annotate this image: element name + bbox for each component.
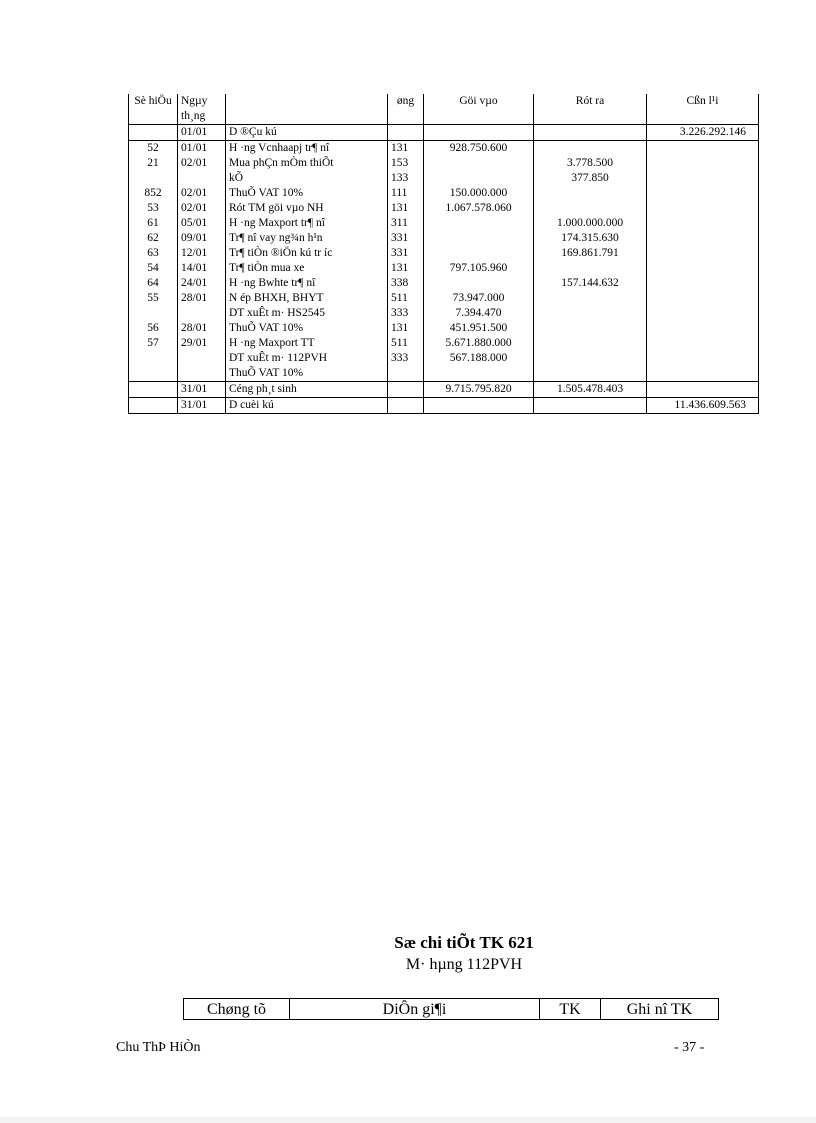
section-title: Sæ chi tiÕt TK 621: [394, 933, 534, 952]
entry-description: kÕ: [226, 171, 388, 186]
entry-date: 29/01: [178, 336, 226, 351]
entry-debit: 567.188.000: [424, 351, 534, 366]
entry-account: 131: [388, 321, 424, 336]
entry-date: 12/01: [178, 246, 226, 261]
table-row: [129, 306, 759, 321]
entry-credit: [534, 186, 647, 201]
entry-debit: 5.671.880.000: [424, 336, 534, 351]
entry-description: N ép BHXH, BHYT: [226, 291, 388, 306]
entry-description: H ·ng Vcnhaapj tr¶ nî: [226, 141, 388, 157]
table-row: [129, 246, 759, 261]
entry-date: [178, 306, 226, 321]
entry-credit: 157.144.632: [534, 276, 647, 291]
entry-credit: 1.000.000.000: [534, 216, 647, 231]
entry-description: Rót TM göi vµo NH: [226, 201, 388, 216]
table-row: [129, 231, 759, 246]
entry-account: 511: [388, 336, 424, 351]
entry-balance: [647, 186, 759, 201]
entry-date: [178, 366, 226, 382]
entry-date: [178, 171, 226, 186]
ledger-header-row: [129, 94, 759, 125]
entry-doc-no: 21: [129, 156, 178, 171]
entry-doc-no: 54: [129, 261, 178, 276]
entry-account: 333: [388, 306, 424, 321]
header-debit: Göi vµo: [424, 94, 534, 125]
entry-doc-no: 53: [129, 201, 178, 216]
total-no: [129, 382, 178, 398]
closing-no: [129, 398, 178, 414]
entry-credit: [534, 141, 647, 157]
entry-balance: [647, 156, 759, 171]
entry-debit: [424, 231, 534, 246]
entry-balance: [647, 321, 759, 336]
entry-debit: [424, 276, 534, 291]
entry-balance: [647, 276, 759, 291]
entry-description: H ·ng Maxport tr¶ nî: [226, 216, 388, 231]
entry-account: 311: [388, 216, 424, 231]
entry-debit: [424, 171, 534, 186]
table-row: [129, 201, 759, 216]
entry-credit: 169.861.791: [534, 246, 647, 261]
cash-ledger-table: [128, 94, 759, 414]
entry-doc-no: [129, 351, 178, 366]
table-row: [129, 276, 759, 291]
entry-date: 02/01: [178, 186, 226, 201]
entry-credit: 174.315.630: [534, 231, 647, 246]
total-acct: [388, 382, 424, 398]
entry-debit: [424, 366, 534, 382]
detail-header-description: DiÔn gi¶i: [290, 999, 540, 1020]
table-row: [129, 141, 759, 157]
closing-acct: [388, 398, 424, 414]
entry-date: 09/01: [178, 231, 226, 246]
total-debit: 9.715.795.820: [424, 382, 534, 398]
entry-credit: [534, 201, 647, 216]
entry-description: ThuÕ VAT 10%: [226, 186, 388, 201]
ledger-entries: [129, 141, 759, 382]
entry-debit: 1.067.578.060: [424, 201, 534, 216]
entry-account: 111: [388, 186, 424, 201]
detail-header-account: TK: [540, 999, 601, 1020]
entry-doc-no: 57: [129, 336, 178, 351]
entry-debit: 73.947.000: [424, 291, 534, 306]
entry-doc-no: 56: [129, 321, 178, 336]
table-row: [129, 156, 759, 171]
total-credit: 1.505.478.403: [534, 382, 647, 398]
entry-credit: [534, 291, 647, 306]
entry-doc-no: 55: [129, 291, 178, 306]
footer-author: Chu ThÞ HiÒn: [116, 1040, 201, 1055]
entry-date: [178, 351, 226, 366]
entry-debit: 797.105.960: [424, 261, 534, 276]
entry-debit: 928.750.600: [424, 141, 534, 157]
detail-header-voucher: Chøng tõ: [184, 999, 290, 1020]
entry-balance: [647, 231, 759, 246]
entry-description: Mua phÇn mÒm thiÕt: [226, 156, 388, 171]
opening-debit: [424, 125, 534, 141]
closing-desc: D cuèi kú: [226, 398, 388, 414]
closing-balance: 11.436.609.563: [647, 398, 759, 414]
entry-debit: 451.951.500: [424, 321, 534, 336]
total-balance: [647, 382, 759, 398]
table-row: [129, 261, 759, 276]
entry-description: ThuÕ VAT 10%: [226, 366, 388, 382]
table-row: [129, 291, 759, 306]
entry-account: 333: [388, 351, 424, 366]
entry-date: 02/01: [178, 201, 226, 216]
entry-credit: [534, 306, 647, 321]
entry-doc-no: 61: [129, 216, 178, 231]
opening-balance: 3.226.292.146: [647, 125, 759, 141]
entry-account: 338: [388, 276, 424, 291]
entry-account: 131: [388, 141, 424, 157]
entry-balance: [647, 216, 759, 231]
entry-balance: [647, 366, 759, 382]
entry-doc-no: [129, 171, 178, 186]
entry-account: 153: [388, 156, 424, 171]
entry-credit: [534, 261, 647, 276]
entry-doc-no: [129, 306, 178, 321]
closing-credit: [534, 398, 647, 414]
entry-debit: [424, 246, 534, 261]
entry-credit: [534, 351, 647, 366]
entry-date: 02/01: [178, 156, 226, 171]
entry-date: 14/01: [178, 261, 226, 276]
entry-account: 331: [388, 246, 424, 261]
entry-credit: 3.778.500: [534, 156, 647, 171]
entry-description: Tr¶ tiÒn mua xe: [226, 261, 388, 276]
entry-date: 05/01: [178, 216, 226, 231]
entry-debit: 7.394.470: [424, 306, 534, 321]
header-description: [226, 94, 388, 125]
entry-balance: [647, 306, 759, 321]
entry-balance: [647, 246, 759, 261]
entry-credit: [534, 366, 647, 382]
detail-header-debit: Ghi nî TK: [601, 999, 719, 1020]
entry-account: 511: [388, 291, 424, 306]
entry-description: H ·ng Bwhte tr¶ nî: [226, 276, 388, 291]
closing-balance-row: [129, 398, 759, 414]
entry-balance: [647, 261, 759, 276]
entry-balance: [647, 336, 759, 351]
entry-description: Tr¶ tiÒn ®iÖn kú tr íc: [226, 246, 388, 261]
entry-balance: [647, 351, 759, 366]
entry-doc-no: 52: [129, 141, 178, 157]
opening-credit: [534, 125, 647, 141]
entry-account: 131: [388, 261, 424, 276]
entry-credit: [534, 321, 647, 336]
entry-balance: [647, 291, 759, 306]
table-row: [129, 351, 759, 366]
table-row: [129, 336, 759, 351]
detail-header-row: [184, 999, 719, 1020]
entry-description: H ·ng Maxport TT: [226, 336, 388, 351]
opening-balance-row: [129, 125, 759, 141]
table-row: [129, 171, 759, 186]
header-credit: Rót ra: [534, 94, 647, 125]
closing-debit: [424, 398, 534, 414]
entry-doc-no: 852: [129, 186, 178, 201]
entry-date: 28/01: [178, 321, 226, 336]
section-subtitle: M· hµng 112PVH: [405, 956, 523, 973]
opening-no: [129, 125, 178, 141]
entry-account: 131: [388, 201, 424, 216]
entry-date: 24/01: [178, 276, 226, 291]
entry-description: DT xuÊt m· 112PVH: [226, 351, 388, 366]
entry-date: 01/01: [178, 141, 226, 157]
entry-balance: [647, 201, 759, 216]
entry-doc-no: 64: [129, 276, 178, 291]
entry-date: 28/01: [178, 291, 226, 306]
entry-debit: 150.000.000: [424, 186, 534, 201]
entry-doc-no: 63: [129, 246, 178, 261]
entry-balance: [647, 141, 759, 157]
table-row: [129, 321, 759, 336]
entry-credit: [534, 336, 647, 351]
header-date: Ngµy th¸ng: [178, 94, 226, 125]
table-row: [129, 366, 759, 382]
entry-description: Tr¶ nî vay ng¾n h¹n: [226, 231, 388, 246]
header-account: øng: [388, 94, 424, 125]
opening-acct: [388, 125, 424, 141]
entry-debit: [424, 156, 534, 171]
entry-account: [388, 366, 424, 382]
page-bottom-band: [0, 1117, 816, 1123]
detail-table-header: [183, 998, 719, 1020]
header-doc-no: Sè hiÖu: [129, 94, 178, 125]
opening-date: 01/01: [178, 125, 226, 141]
total-date: 31/01: [178, 382, 226, 398]
entry-description: DT xuÊt m· HS2545: [226, 306, 388, 321]
header-balance: Cßn l¹i: [647, 94, 759, 125]
entry-doc-no: [129, 366, 178, 382]
entry-debit: [424, 216, 534, 231]
entry-account: 133: [388, 171, 424, 186]
entry-balance: [647, 171, 759, 186]
total-desc: Céng ph¸t sinh: [226, 382, 388, 398]
entry-account: 331: [388, 231, 424, 246]
entry-doc-no: 62: [129, 231, 178, 246]
entry-description: ThuÕ VAT 10%: [226, 321, 388, 336]
footer-page-number: - 37 -: [674, 1040, 705, 1055]
closing-date: 31/01: [178, 398, 226, 414]
table-row: [129, 216, 759, 231]
opening-desc: D ®Çu kú: [226, 125, 388, 141]
entry-credit: 377.850: [534, 171, 647, 186]
table-row: [129, 186, 759, 201]
total-row: [129, 382, 759, 398]
